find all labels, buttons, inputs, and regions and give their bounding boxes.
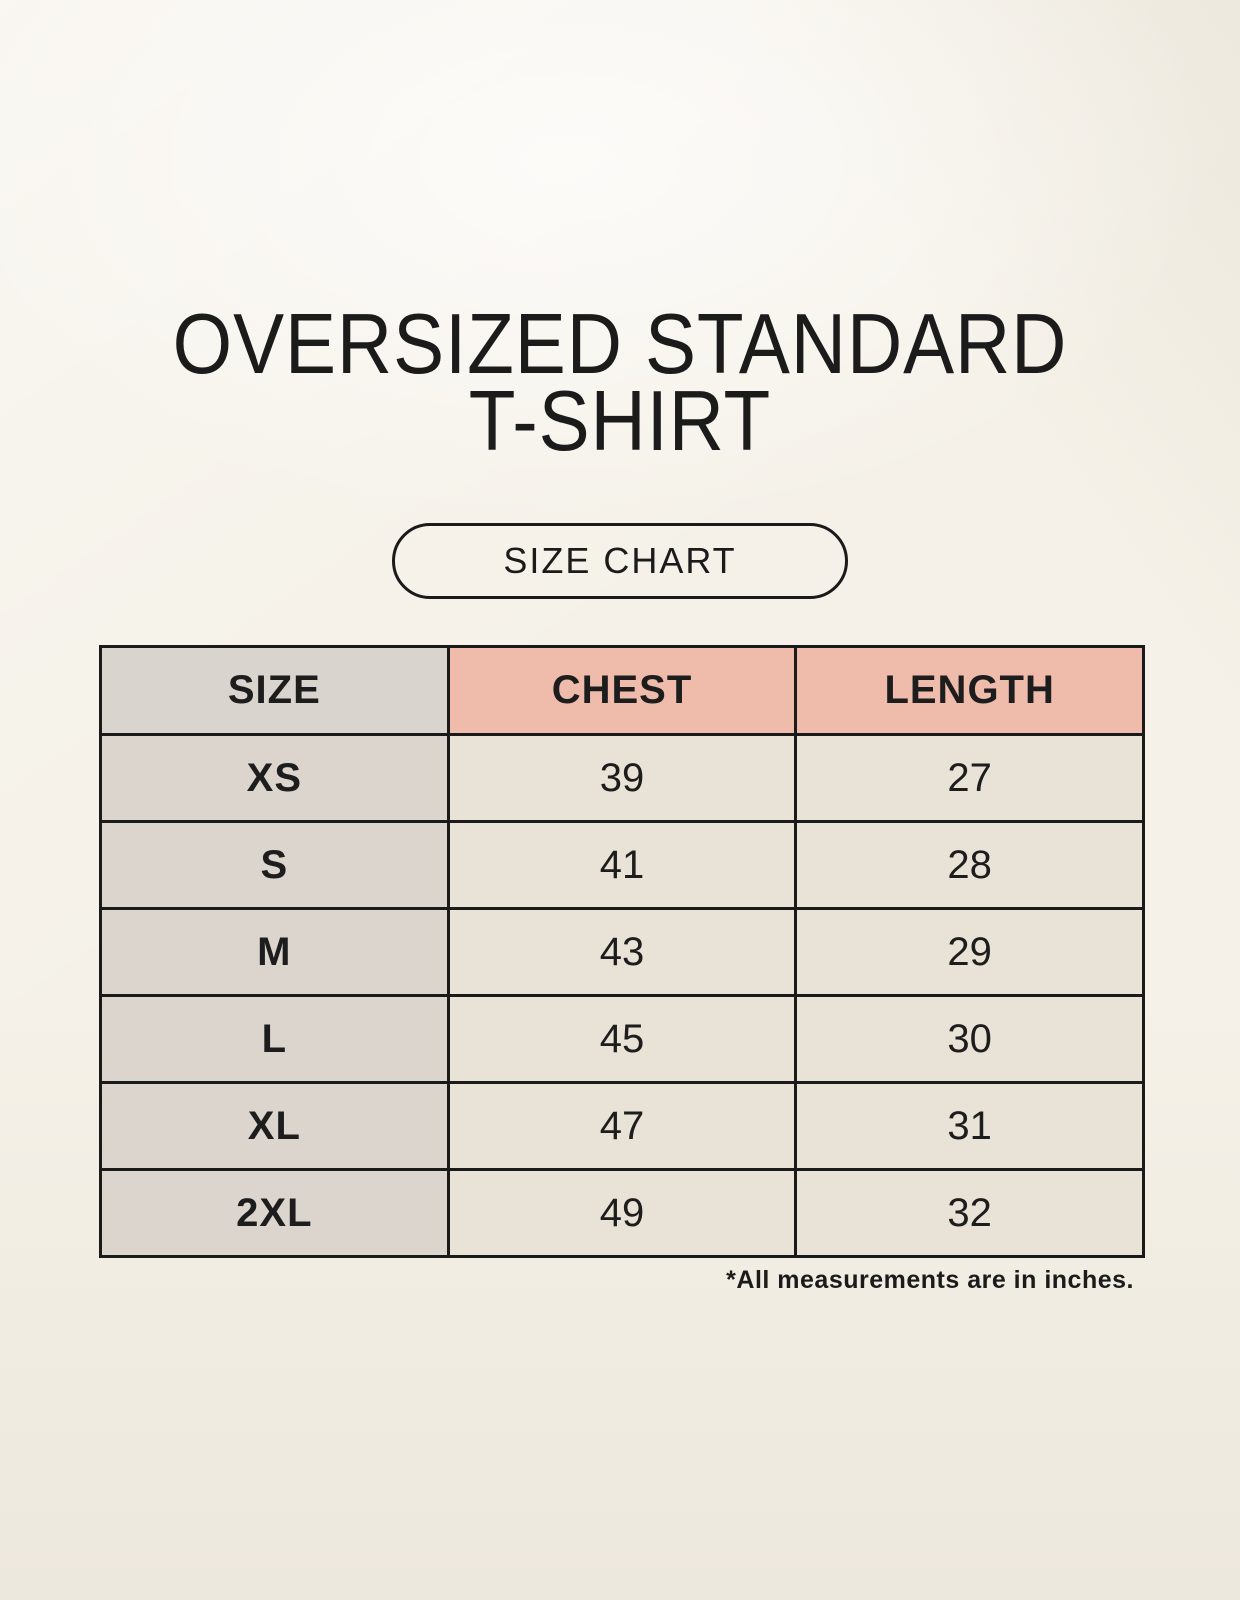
length-value: 27	[796, 735, 1144, 822]
table-row	[101, 1083, 1144, 1170]
chest-value: 39	[448, 735, 796, 822]
chest-value: 47	[448, 1083, 796, 1170]
size-label: 2XL	[101, 1170, 449, 1257]
chest-value: 41	[448, 822, 796, 909]
column-header-length: LENGTH	[796, 647, 1144, 735]
length-value: 32	[796, 1170, 1144, 1257]
table-row	[101, 735, 1144, 822]
chest-value: 45	[448, 996, 796, 1083]
page-title-line2: T-SHIRT	[468, 374, 772, 469]
size-label: L	[101, 996, 449, 1083]
table-row	[101, 822, 1144, 909]
size-label: XL	[101, 1083, 449, 1170]
size-chart-table	[99, 645, 1145, 1258]
table-row	[101, 909, 1144, 996]
measurement-note: *All measurements are in inches.	[726, 1266, 1134, 1294]
table-row	[101, 1170, 1144, 1257]
size-chart-label: SIZE CHART	[503, 540, 737, 581]
length-value: 30	[796, 996, 1144, 1083]
size-label: S	[101, 822, 449, 909]
length-value: 28	[796, 822, 1144, 909]
size-chart-button[interactable]	[392, 523, 848, 599]
size-label: M	[101, 909, 449, 996]
size-label: XS	[101, 735, 449, 822]
table-header-row	[101, 647, 1144, 735]
length-value: 29	[796, 909, 1144, 996]
chest-value: 43	[448, 909, 796, 996]
column-header-size: SIZE	[101, 647, 449, 735]
length-value: 31	[796, 1083, 1144, 1170]
page-title-line1: OVERSIZED STANDARD	[172, 297, 1068, 392]
page-title	[62, 297, 1178, 469]
column-header-chest: CHEST	[448, 647, 796, 735]
table-row	[101, 996, 1144, 1083]
chest-value: 49	[448, 1170, 796, 1257]
